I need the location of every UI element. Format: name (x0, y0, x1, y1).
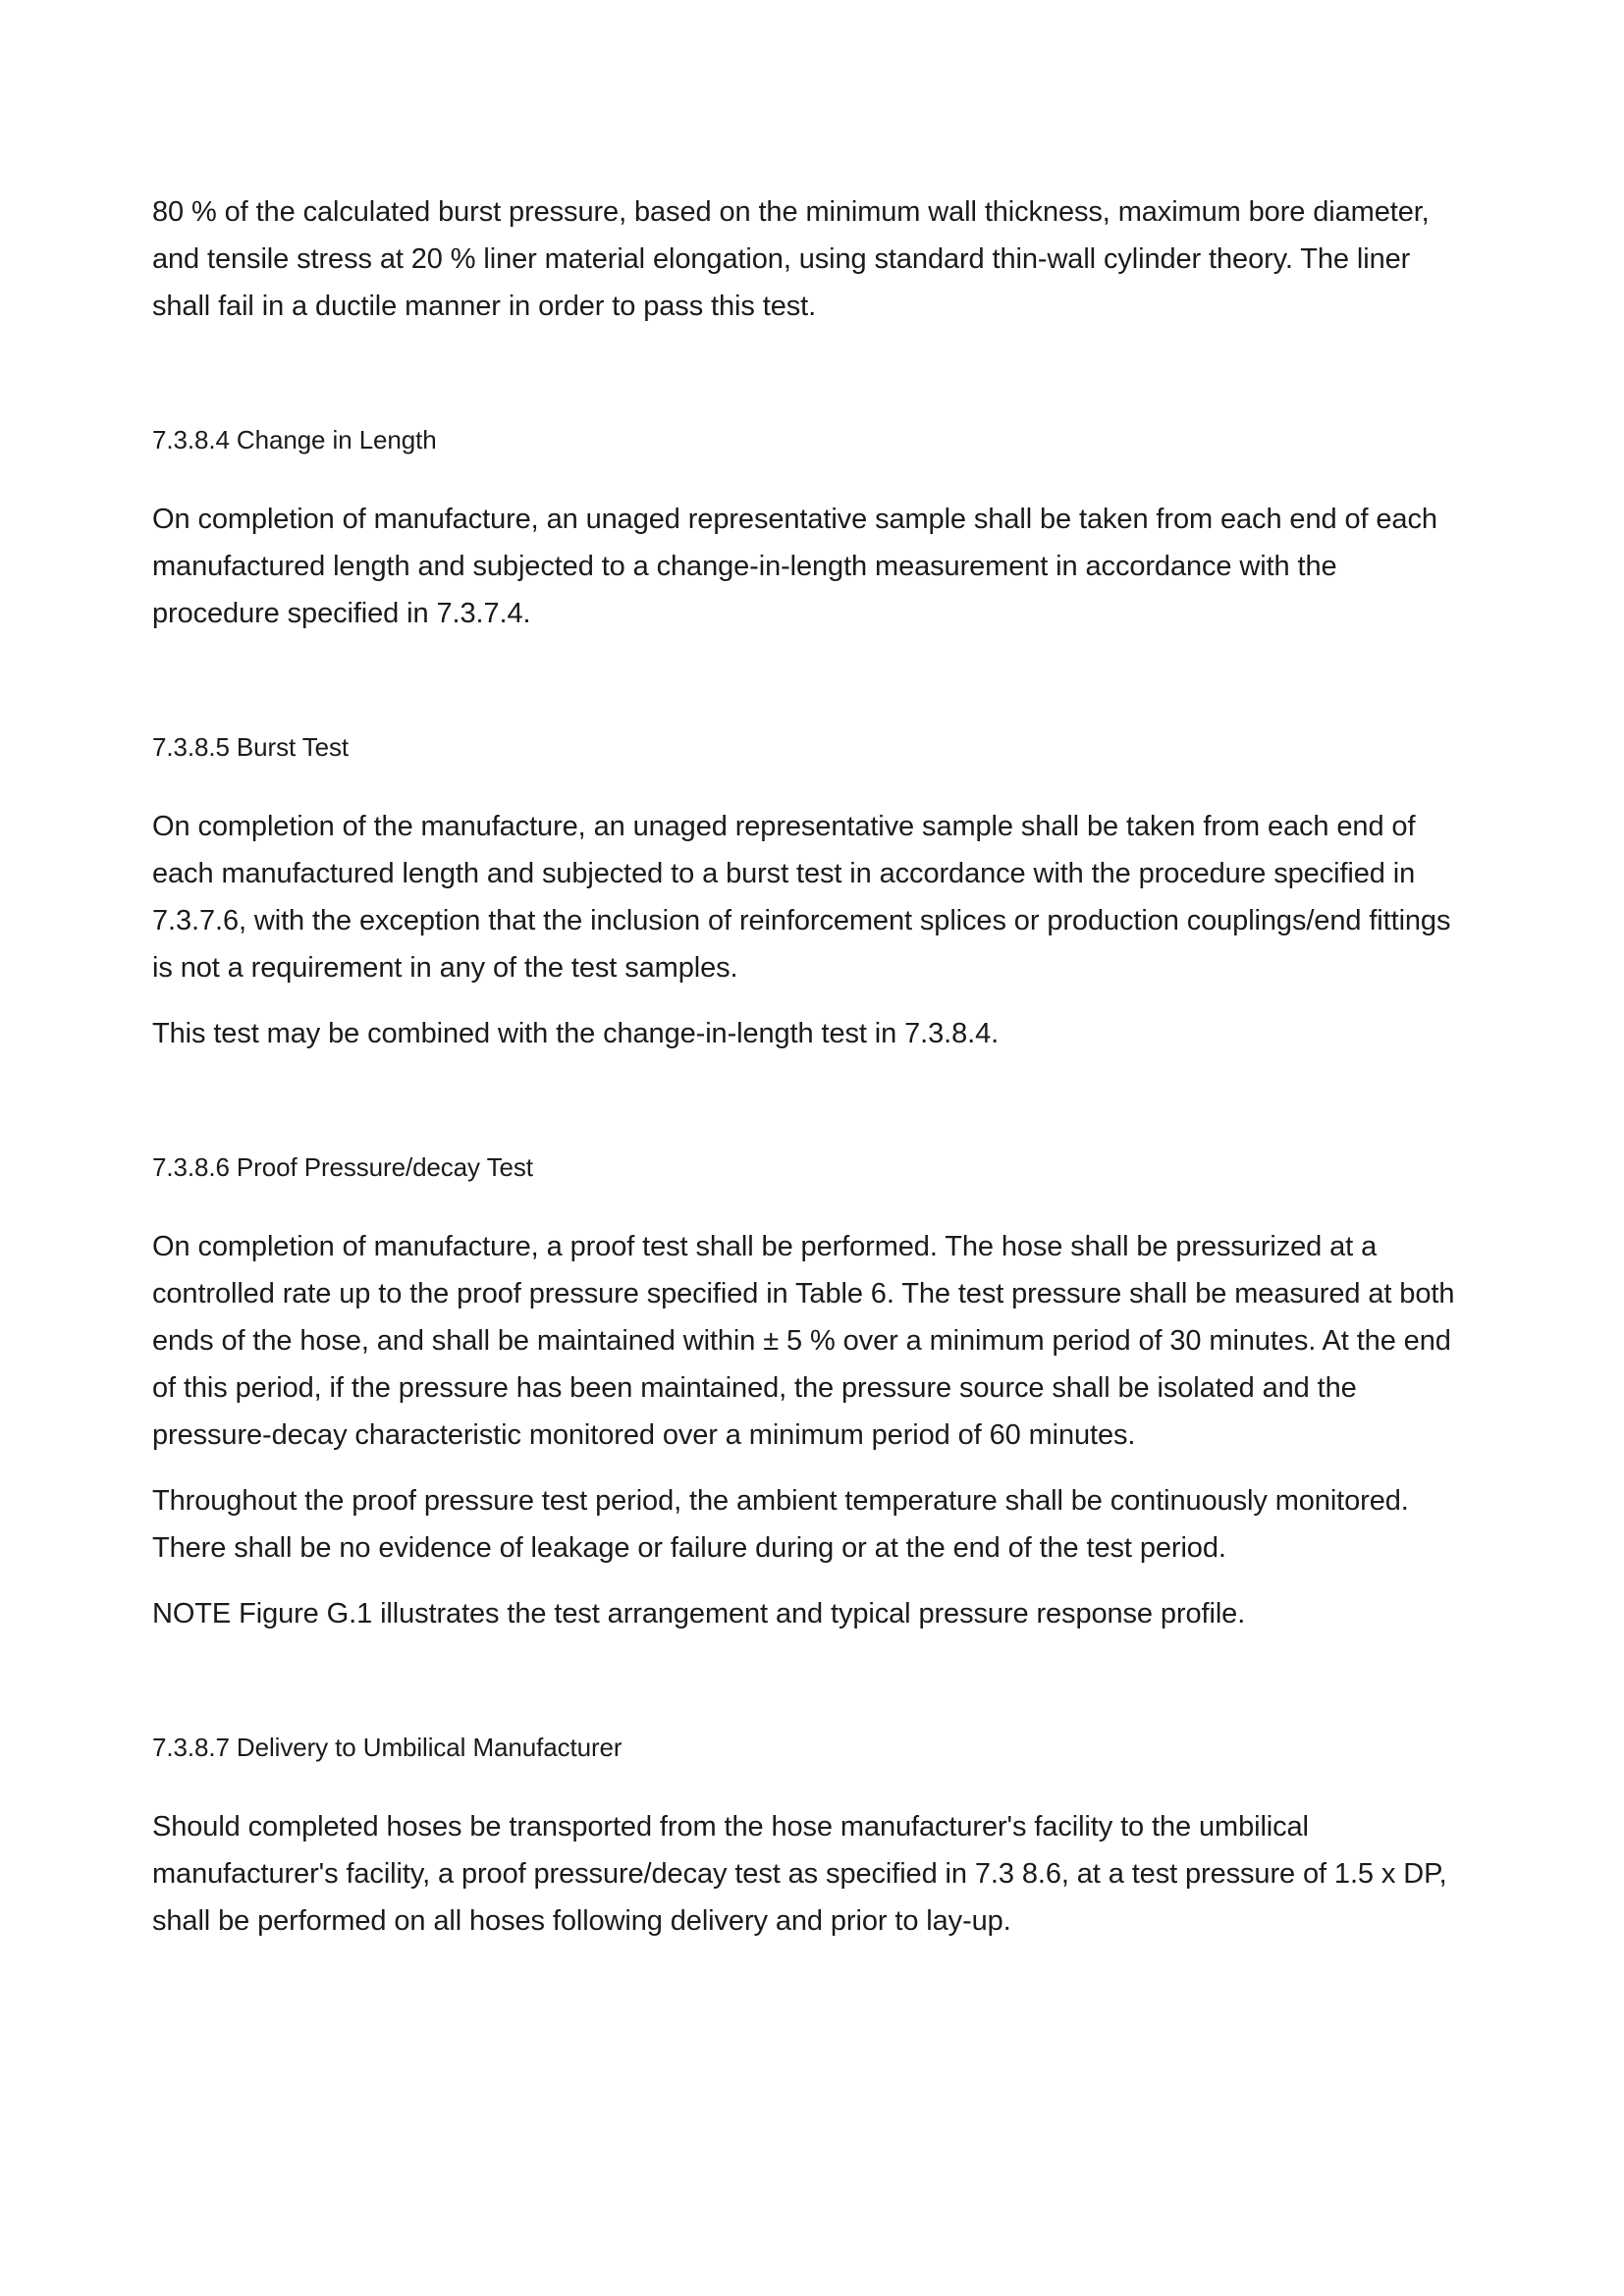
paragraph-delivery-to-umbilical-manufacturer: Should completed hoses be transported from the hose manufacturer's facility to the umbilical manufacturer's facility, a proof pressure/decay test as specified in 7.3 8.6, at a test pressure of 1.5 x DP, shall be performed on all hoses following delivery and prior to lay-up. (152, 1811, 1447, 1937)
paragraph-change-in-length: On completion of manufacture, an unaged representative sample shall be taken from each end of each manufactured length and subjected to a change-in-length measurement in accordance with the procedure specified in 7.3.7.4. (152, 504, 1437, 629)
paragraph-proof-pressure-monitoring: Throughout the proof pressure test period, the ambient temperature shall be continuously monitored. There shall be no evidence of leakage or failure during or at the end of the test period. (152, 1485, 1409, 1564)
section-heading-7-3-8-7-delivery-to-umbilical-manufacturer: 7.3.8.7 Delivery to Umbilical Manufacturer (152, 1733, 623, 1762)
section-heading-7-3-8-6-proof-pressure-decay-test: 7.3.8.6 Proof Pressure/decay Test (152, 1152, 533, 1182)
paragraph-burst-test: On completion of the manufacture, an unaged representative sample shall be taken from each end of each manufactured length and subjected to a burst test in accordance with the procedure specified in 7.3.7.6, with the exception that the inclusion of reinforcement splices or production couplings/end fittings is not a requirement in any of the test samples. (152, 811, 1451, 984)
paragraph-proof-pressure-procedure: On completion of manufacture, a proof test shall be performed. The hose shall be pressurized at a controlled rate up to the proof pressure specified in Table 6. The test pressure shall be measured at both ends of the hose, and shall be maintained within ± 5 % over a minimum period of 30 minutes. At the end of this period, if the pressure has been maintained, the pressure source shall be isolated and the pressure-decay characteristic monitored over a minimum period of 60 minutes. (152, 1231, 1455, 1451)
section-heading-7-3-8-5-burst-test: 7.3.8.5 Burst Test (152, 732, 350, 762)
paragraph-burst-pressure-criteria: 80 % of the calculated burst pressure, based on the minimum wall thickness, maximum bore diameter, and tensile stress at 20 % liner material elongation, using standard thin-wall cylinder theory. The liner shall fail in a ductile manner in order to pass this test. (152, 196, 1430, 322)
paragraph-note-figure-g1: NOTE Figure G.1 illustrates the test arrangement and typical pressure response profile. (152, 1598, 1246, 1629)
section-heading-7-3-8-4-change-in-length: 7.3.8.4 Change in Length (152, 425, 437, 454)
paragraph-burst-test-combined-note: This test may be combined with the change-in-length test in 7.3.8.4. (152, 1018, 1000, 1049)
